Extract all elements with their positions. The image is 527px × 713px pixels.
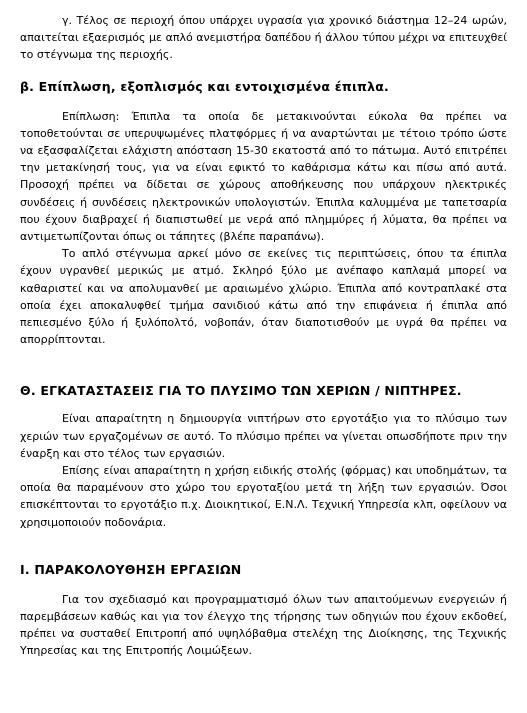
intro-paragraph: γ. Τέλος σε περιοχή όπου υπάρχει υγρασία για χρονικό διάστημα 12–24 ωρών, απαιτείται εξαερισμός με απλό ανεμιστήρα δαπέδου ή άλλου τύπου μέχρι να επιτευχθεί το στέγνωμα της περιοχής. bbox=[20, 14, 507, 62]
section-theta-paragraph-2: Επίσης είναι απαραίτητη η χρήση ειδικής στολής (φόρμας) και υποδημάτων, τα οποία θα παραμένουν στο χώρο του εργοταξίου μετά τη λήξη των εργασιών. Όσοι επισκέπτονται το εργοτάξιο π.χ. Διοικητικοί, Ε.Ν.Λ. Τεχνική Υπηρεσία κλπ, οφείλουν να χρησιμοποιούν ποδονάρια. bbox=[20, 464, 507, 529]
section-theta-heading: Θ. ΕΓΚΑΤΑΣΤΑΣΕΙΣ ΓΙΑ ΤΟ ΠΛΥΣΙΜΟ ΤΩΝ ΧΕΡΙΩΝ / ΝΙΠΤΗΡΕΣ. bbox=[20, 383, 462, 399]
section-b-paragraph-2: Το απλό στέγνωμα αρκεί μόνο σε εκείνες τις περιπτώσεις, όπου τα έπιπλα έχουν υγρανθεί μερικώς με ατμό. Σκληρό ξύλο με ανέπαφο καπλαμά μπορεί να καθαριστεί και να απολυμανθεί με αραιωμένο χλώριο. Έπιπλα από κοντραπλακέ στα οποία έχει αποκαλυφθεί τμήμα σανιδιού κάτω από την επιφάνεια ή έπιπλα από πεπιεσμένο ξύλο ή ξυλόπολτό, νοβοπάν, όταν διαποτισθούν με υγρά θα πρέπει να απορρίπτονται. bbox=[20, 247, 507, 347]
section-i-heading: Ι. ΠΑΡΑΚΟΛΟΥΘΗΣΗ ΕΡΓΑΣΙΩΝ bbox=[20, 561, 242, 577]
section-b-paragraph-1: Επίπλωση: Έπιπλα τα οποία δε μετακινούνται εύκολα θα πρέπει να τοποθετούνται σε υπερυψωμένες πλατφόρμες ή να αναρτώνται με τέτοιο τρόπο ώστε να εξασφαλίζεται ελάχιστη απόσταση 15-30 εκατοστά από το πάτωμα. Αυτό επιτρέπει την μετακίνησή τους, για να είναι εφικτό το καθάρισμα κάτω και πίσω από αυτά. Προσοχή πρέπει να δίδεται σε χώρους αποθήκευσης που υπάρχουν ηλεκτρικές συνδέσεις ή συνδέσεις ηλεκτρονικών υπολογιστών. Έπιπλα καλυμμένα με ταπετσαρία που έχουν διαβραχεί ή διαπιστωθεί με νερά από πλημμύρες ή λύματα, θα πρέπει να αντιμετωπίζονται όπως οι τάπητες (βλέπε παραπάνω). bbox=[20, 109, 507, 244]
section-b-heading: β. Επίπλωση, εξοπλισμός και εντοιχισμένα έπιπλα. bbox=[20, 78, 389, 94]
section-theta-paragraph-1: Είναι απαραίτητη η δημιουργία νιπτήρων στο εργοτάξιο για το πλύσιμο των χεριών των εργαζομένων σε αυτό. Το πλύσιμο πρέπει να γίνεται οπωσδήποτε πριν την έναρξη και στο τέλος των εργασιών. bbox=[20, 412, 507, 460]
section-i-paragraph-1: Για τον σχεδιασμό και προγραμματισμό όλων των απαιτούμενων ενεργειών ή παρεμβάσεων καθώς και για τον έλεγχο της τήρησης των οδηγιών που έχουν εκδοθεί, πρέπει να συσταθεί Επιτροπή από υψηλόβαθμα στελέχη της Διοίκησης, της Τεχνικής Υπηρεσίας και της Επιτροπής Λοιμώξεων. bbox=[20, 592, 507, 658]
